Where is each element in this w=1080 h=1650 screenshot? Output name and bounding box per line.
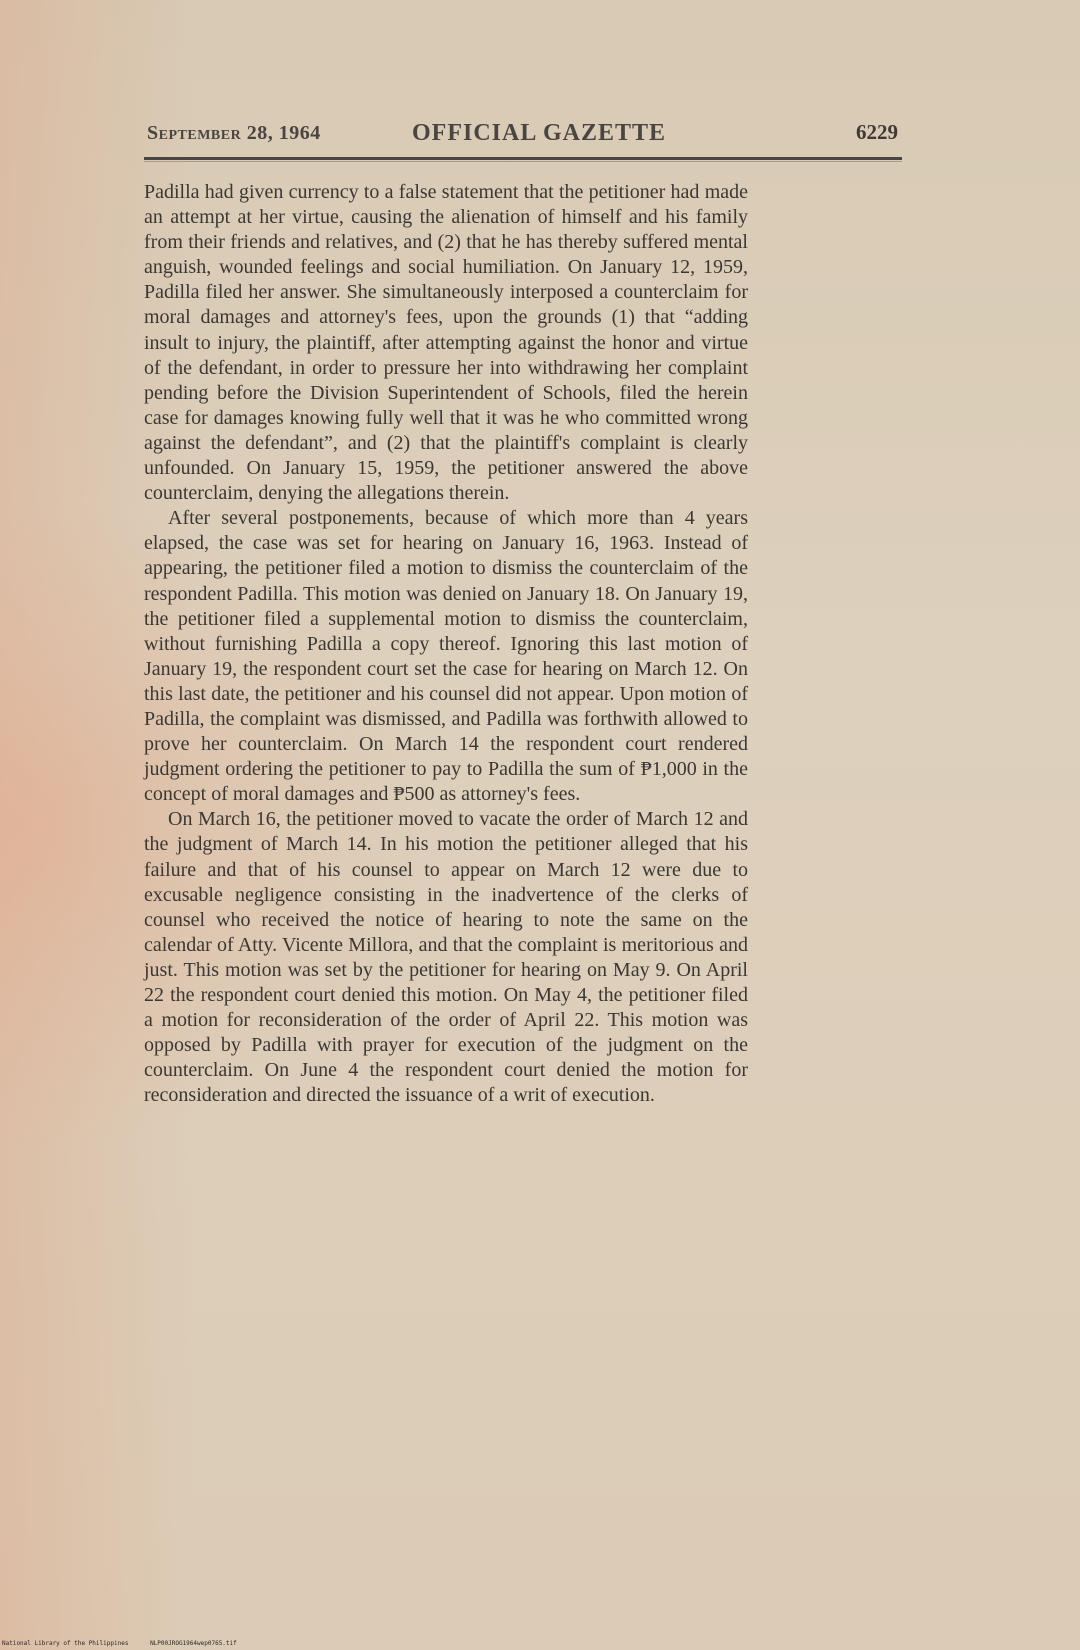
page-number: 6229 [856, 120, 898, 144]
article-body [144, 180, 748, 1108]
paragraph-1: Padilla had given currency to a false statement that the petitioner had made an attempt at her virtue, causing the alienation of himself and his family from their friends and relatives, and (2) that he has thereby suffered mental anguish, wounded feelings and social humiliation. On January 12, 1959, Padilla filed her answer. She simultaneously interposed a counterclaim for moral damages and attorney's fees, upon the grounds (1) that “adding insult to injury, the plaintiff, after attempting against the honor and virtue of the defendant, in order to pressure her into withdrawing her complaint pending before the Division Superintendent of Schools, filed the herein case for damages knowing fully well that it was he who committed wrong against the defendant”, and (2) that the plaintiff's complaint is clearly unfounded. On January 15, 1959, the petitioner answered the above counterclaim, denying the allegations therein. [144, 181, 748, 505]
publication-title: OFFICIAL GAZETTE [412, 120, 667, 146]
header-rule [144, 157, 902, 160]
header-date [147, 122, 321, 145]
scan-footer [2, 1640, 402, 1650]
page-header [144, 120, 902, 150]
footer-institution: National Library of the Philippines [2, 1640, 129, 1647]
header-rule-shadow [144, 161, 902, 162]
header-date-rest: 28, 1964 [241, 122, 321, 144]
paragraph-2: After several postponements, because of which more than 4 years elapsed, the case was set for hearing on January 16, 1963. Instead of appearing, the petitioner filed a motion to dismiss the counterclaim of the respondent Padilla. This motion was denied on January 18. On January 19, the petitioner filed a supplemental motion to dismiss the counterclaim, without furnishing Padilla a copy thereof. Ignoring this last motion of January 19, the respondent court set the case for hearing on March 12. On this last date, the petitioner and his counsel did not appear. Upon motion of Padilla, the complaint was dismissed, and Padilla was forthwith allowed to prove her counterclaim. On March 14 the respondent court rendered judgment ordering the petitioner to pay to Padilla the sum of ₱1,000 in the concept of moral damages and ₱500 as attorney's fees. [144, 507, 748, 806]
paragraph-3: On March 16, the petitioner moved to vacate the order of March 12 and the judgment of March 14. In his motion the petitioner alleged that his failure and that of his counsel to appear on March 12 were due to excusable negligence consisting in the inadvertence of the clerks of counsel who received the notice of hearing to note the same on the calendar of Atty. Vicente Millora, and that the complaint is meritorious and just. This motion was set by the petitioner for hearing on May 9. On April 22 the respondent court denied this motion. On May 4, the petitioner filed a motion for reconsideration of the order of April 22. This motion was opposed by Padilla with prayer for execution of the judgment on the counterclaim. On June 4 the respondent court denied the motion for reconsideration and directed the issuance of a writ of execution. [144, 808, 748, 1107]
header-date-month: September [147, 122, 242, 144]
footer-file-name: NLP00JROG1964wep0765.tif [150, 1640, 237, 1647]
